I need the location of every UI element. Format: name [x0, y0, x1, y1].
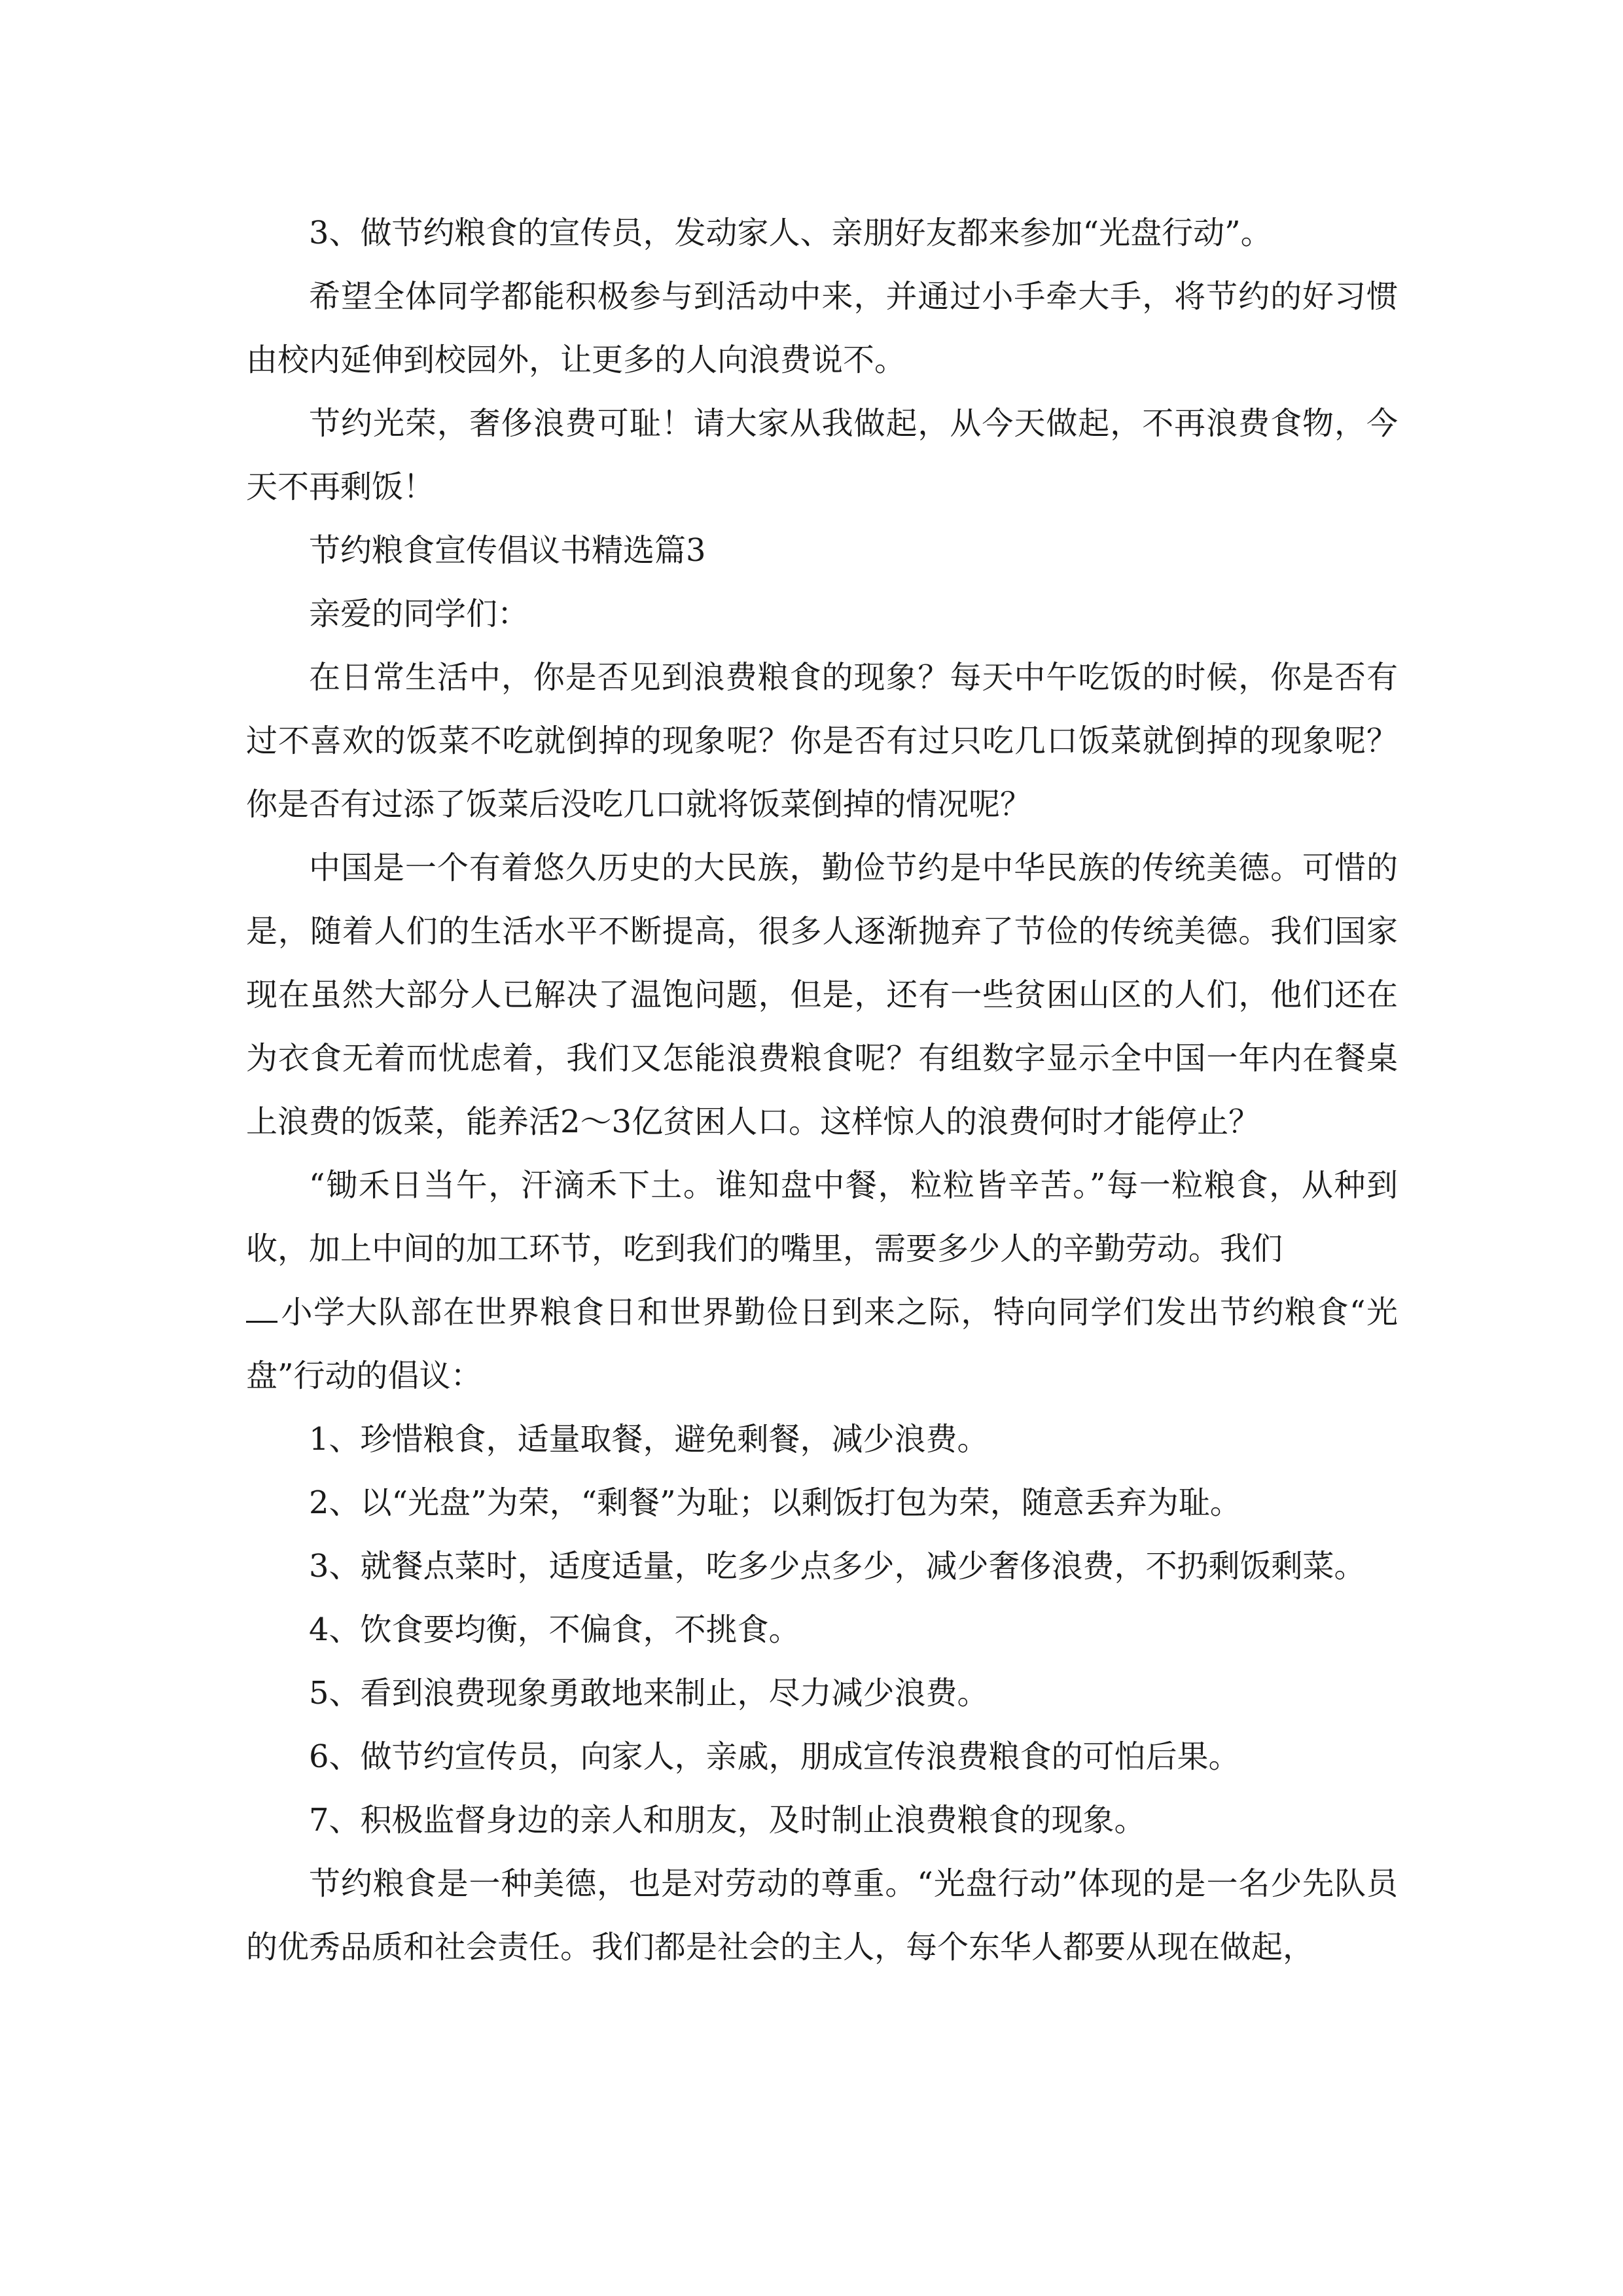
- paragraph-poem-text: “锄禾日当午，汗滴禾下土。谁知盘中餐，粒粒皆辛苦。”每一粒粮食，从种到收，加上中间的加工环节，吃到我们的嘴里，需要多少人的辛勤劳动。我们: [246, 1167, 1398, 1267]
- paragraph-daily-life: 在日常生活中，你是否见到浪费粮食的现象？每天中午吃饭的时候，你是否有过不喜欢的饭菜不吃就倒掉的现象呢？你是否有过只吃几口饭菜就倒掉的现象呢？你是否有过添了饭菜后没吃几口就将饭菜倒掉的情况呢？: [246, 659, 1398, 823]
- document-body: [246, 202, 1398, 1979]
- list-item-3: 3、就餐点菜时，适度适量，吃多少点多少，减少奢侈浪费，不扔剩饭剩菜。: [309, 1548, 1366, 1585]
- paragraph-china-history: 中国是一个有着悠久历史的大民族，勤俭节约是中华民族的传统美德。可惜的是，随着人们的生活水平不断提高，很多人逐渐抛弃了节俭的传统美德。我们国家现在虽然大部分人已解决了温饱问题，但是，还有一些贫困山区的人们，他们还在为衣食无着而忧虑着，我们又怎能浪费粮食呢？有组数字显示全中国一年内在餐桌上浪费的饭菜，能养活2～3亿贫困人口。这样惊人的浪费何时才能停止？: [246, 850, 1398, 1140]
- list-item-7: 7、积极监督身边的亲人和朋友，及时制止浪费粮食的现象。: [309, 1802, 1146, 1839]
- list-item-2: 2、以“光盘”为荣，“剩餐”为耻；以剩饭打包为荣，随意丢弃为耻。: [309, 1484, 1241, 1521]
- list-item-6: 6、做节约宣传员，向家人，亲戚，朋成宣传浪费粮食的可怕后果。: [309, 1738, 1240, 1775]
- list-item-5: 5、看到浪费现象勇敢地来制止，尽力减少浪费。: [309, 1675, 989, 1712]
- paragraph-poem-continued: 小学大队部在世界粮食日和世界勤俭日到来之际，特向同学们发出节约粮食“光盘”行动的倡议：: [246, 1294, 1398, 1394]
- fill-in-blank: [246, 1320, 277, 1323]
- list-item-1: 1、珍惜粮食，适量取餐，避免剩餐，减少浪费。: [309, 1421, 989, 1458]
- paragraph-slogan: 节约光荣，奢侈浪费可耻！请大家从我做起，从今天做起，不再浪费食物，今天不再剩饭！: [246, 405, 1398, 505]
- paragraph-hope: 希望全体同学都能积极参与到活动中来，并通过小手牵大手，将节约的好习惯由校内延伸到校园外，让更多的人向浪费说不。: [246, 278, 1398, 378]
- section-heading: 节约粮食宣传倡议书精选篇3: [309, 532, 706, 569]
- paragraph-poem: [246, 1154, 1398, 1408]
- salutation: 亲爱的同学们：: [309, 596, 529, 632]
- list-item-4: 4、饮食要均衡，不偏食，不挑食。: [309, 1611, 800, 1648]
- list-item-3-promoter: 3、做节约粮食的宣传员，发动家人、亲朋好友都来参加“光盘行动”。: [309, 215, 1272, 251]
- paragraph-closing: 节约粮食是一种美德，也是对劳动的尊重。“光盘行动”体现的是一名少先队员的优秀品质和社会责任。我们都是社会的主人，每个东华人都要从现在做起，: [246, 1865, 1398, 1965]
